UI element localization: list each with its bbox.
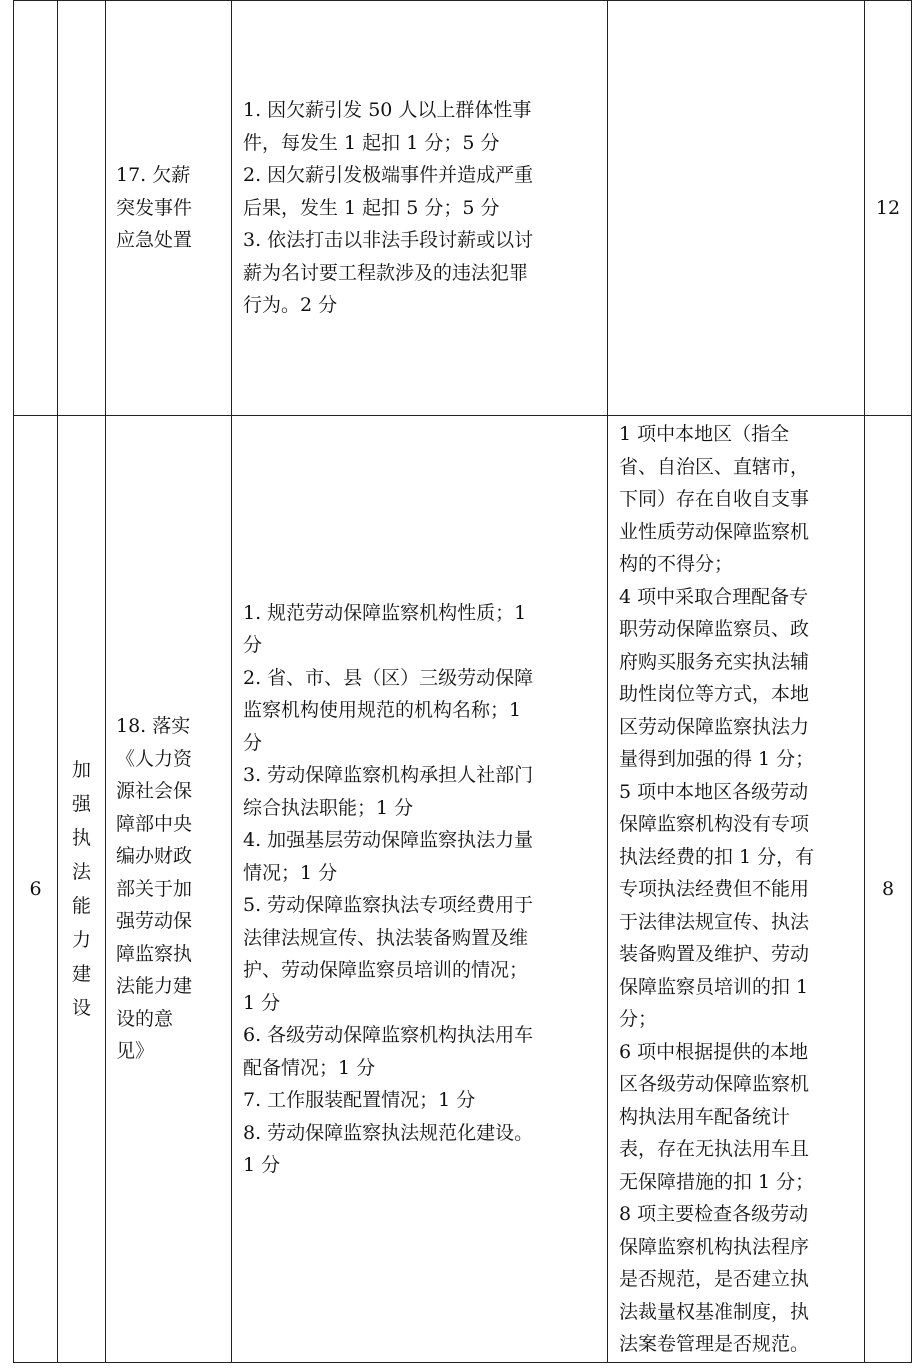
- item-line: 法能力建: [116, 975, 193, 998]
- item-line: 17. 欠薪: [116, 164, 191, 187]
- score-cell: 12: [865, 1, 912, 416]
- assessment-table-page: [13, 0, 901, 1364]
- content-line: 监察机构使用规范的机构名称；1: [243, 699, 522, 721]
- content-line: 护、劳动保障监察员培训的情况；: [243, 959, 529, 981]
- item-line: 设的意: [116, 1007, 174, 1030]
- criteria-line: 保障监察机构没有专项: [619, 813, 810, 835]
- criteria-cell: [608, 416, 865, 1363]
- criteria-line: 法案卷管理是否规范。: [619, 1333, 810, 1355]
- criteria-line: 保障监察机构执法程序: [619, 1235, 810, 1258]
- criteria-line: 业性质劳动保障监察机: [619, 520, 810, 543]
- content-line: 7. 工作服装配置情况；1 分: [243, 1089, 476, 1111]
- content-line: 薪为名讨要工程款涉及的违法犯罪: [243, 261, 529, 284]
- content-line: 6. 各级劳动保障监察机构执法用车: [243, 1024, 534, 1046]
- item-line: 突发事件: [116, 196, 193, 219]
- criteria-line: 职劳动保障监察员、政: [619, 618, 810, 640]
- criteria-line: 8 项主要检查各级劳动: [619, 1203, 809, 1225]
- item-line: 强劳动保: [116, 910, 193, 933]
- content-line: 1. 因欠薪引发 50 人以上群体性事: [243, 99, 532, 122]
- criteria-line: 4 项中采取合理配备专: [619, 585, 809, 608]
- item-line: 源社会保: [116, 780, 193, 803]
- item-line: 应急处置: [116, 229, 193, 252]
- content-line: 4. 加强基层劳动保障监察执法力量: [243, 829, 534, 851]
- criteria-line: 保障监察员培训的扣 1: [619, 975, 809, 998]
- criteria-line: 构执法用车配备统计: [619, 1105, 791, 1128]
- seq-cell: [14, 1, 58, 416]
- content-line: 8. 劳动保障监察执法规范化建设。: [243, 1121, 534, 1144]
- content-line: 2. 省、市、县（区）三级劳动保障: [243, 666, 534, 689]
- criteria-line: 装备购置及维护、劳动: [619, 943, 810, 965]
- item-cell: [106, 416, 232, 1363]
- content-line: 5. 劳动保障监察执法专项经费用于: [243, 894, 534, 916]
- criteria-line: 府购买服务充实执法辅: [619, 650, 810, 673]
- content-line: 行为。2 分: [243, 294, 338, 317]
- content-line: 3. 依法打击以非法手段讨薪或以讨: [243, 229, 534, 252]
- assessment-table: [13, 0, 912, 1363]
- content-line: 2. 因欠薪引发极端事件并造成严重: [243, 164, 534, 187]
- criteria-line: 法裁量权基准制度，执: [619, 1300, 810, 1323]
- criteria-line: 6 项中根据提供的本地: [619, 1040, 809, 1063]
- item-line: 障部中央: [116, 812, 193, 835]
- item-line: 部关于加: [116, 877, 193, 900]
- criteria-line: 执法经费的扣 1 分，有: [619, 845, 815, 868]
- content-cell: [232, 416, 608, 1363]
- criteria-line: 无保障措施的扣 1 分；: [619, 1170, 815, 1193]
- score-cell: 8: [865, 416, 912, 1363]
- criteria-line: 量得到加强的得 1 分；: [619, 748, 815, 770]
- category-cell: [58, 1, 106, 416]
- content-line: 1 分: [243, 991, 281, 1014]
- criteria-line: 下同）存在自收自支事: [619, 488, 810, 510]
- criteria-line: 于法律法规宣传、执法: [619, 910, 810, 933]
- criteria-line: 专项执法经费但不能用: [619, 878, 810, 900]
- content-line: 分: [243, 634, 263, 656]
- criteria-line: 1 项中本地区（指全: [619, 423, 790, 445]
- seq-cell: 6: [14, 416, 58, 1363]
- criteria-line: 是否规范，是否建立执: [619, 1268, 810, 1290]
- content-line: 1. 规范劳动保障监察机构性质；1: [243, 601, 527, 624]
- criteria-cell: [608, 1, 865, 416]
- criteria-line: 5 项中本地区各级劳动: [619, 780, 809, 803]
- item-line: 《人力资: [116, 747, 193, 770]
- item-line: 见》: [116, 1040, 155, 1063]
- category-cell: [58, 416, 106, 1363]
- content-line: 件，每发生 1 起扣 1 分；5 分: [243, 131, 500, 154]
- content-line: 综合执法职能；1 分: [243, 796, 414, 819]
- criteria-line: 区劳动保障监察执法力: [619, 715, 810, 738]
- item-line: 障监察执: [116, 942, 193, 965]
- content-line: 后果，发生 1 起扣 5 分；5 分: [243, 196, 500, 219]
- content-line: 3. 劳动保障监察机构承担人社部门: [243, 764, 534, 786]
- item-line: 18. 落实: [116, 715, 191, 738]
- criteria-line: 构的不得分；: [619, 553, 734, 575]
- criteria-line: 区各级劳动保障监察机: [619, 1073, 810, 1095]
- criteria-line: 表，存在无执法用车且: [619, 1138, 810, 1160]
- content-line: 情况；1 分: [243, 861, 338, 884]
- table-row: [14, 1, 912, 416]
- table-row: [14, 416, 912, 1363]
- criteria-line: 省、自治区、直辖市，: [619, 455, 810, 478]
- criteria-line: 分；: [619, 1008, 658, 1030]
- content-line: 分: [243, 731, 263, 754]
- content-line: 法律法规宣传、执法装备购置及维: [243, 926, 529, 949]
- content-cell: [232, 1, 608, 416]
- item-line: 编办财政: [116, 845, 193, 868]
- content-line: 配备情况；1 分: [243, 1056, 376, 1079]
- item-cell: [106, 1, 232, 416]
- criteria-line: 助性岗位等方式，本地: [619, 683, 810, 705]
- category-vertical-text: 加强执法能力建设: [71, 759, 91, 1019]
- content-line: 1 分: [243, 1154, 281, 1176]
